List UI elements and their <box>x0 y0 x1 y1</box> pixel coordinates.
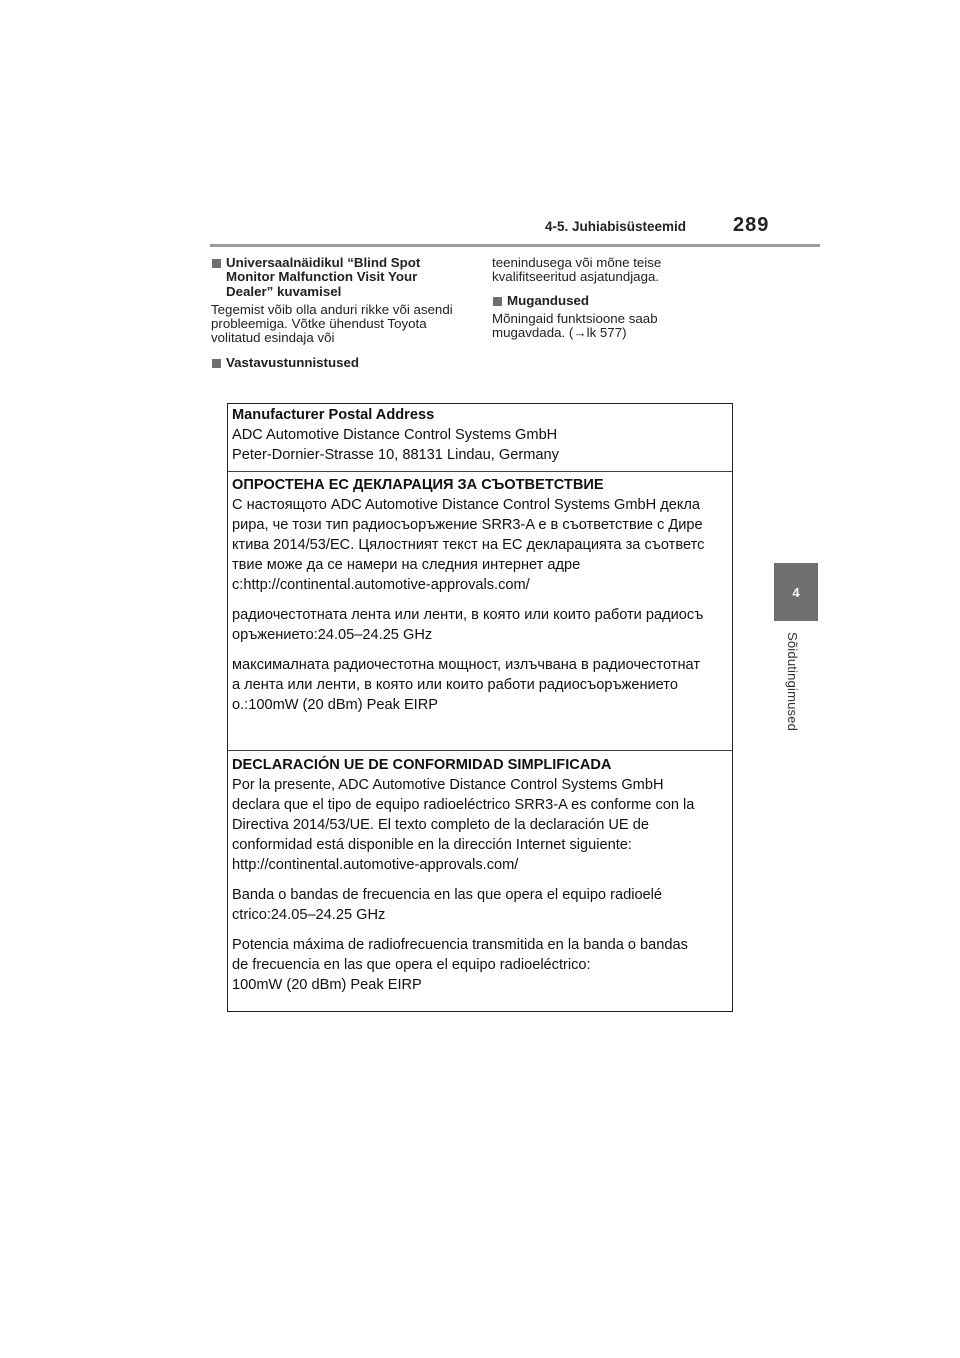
text-line: Potencia máxima de radiofrecuencia transmitida en la banda o bandas <box>232 937 688 953</box>
declaration-box <box>227 403 733 1012</box>
text-line: твие може да се намери на следния интернет адре <box>232 557 581 573</box>
bulgarian-title: ОПРОСТЕНА ЕС ДЕКЛАРАЦИЯ ЗА СЪОТВЕТСТВИЕ <box>232 477 604 493</box>
text-line: de frecuencia en las que opera el equipo radioeléctrico: <box>232 957 591 973</box>
text-line: радиочестотната лента или ленти, в която или които работи радиосъ <box>232 607 704 623</box>
text-line: с:http://continental.automotive-approvals.com/ <box>232 577 530 593</box>
header-rule <box>210 244 820 247</box>
page-number: 289 <box>733 214 770 236</box>
heading-text: Mugandused <box>507 292 589 308</box>
heading-text: Universaalnäidikul “Blind Spot Monitor Malfunction Visit Your Dealer” kuvamisel <box>226 255 421 299</box>
spanish-title: DECLARACIÓN UE DE CONFORMIDAD SIMPLIFICADA <box>232 757 612 773</box>
paragraph-continuation: teenindusega või mõne teise kvalifitseeritud asjatundjaga. <box>492 255 662 285</box>
text-line: С настоящото ADC Automotive Distance Control Systems GmbH декла <box>232 497 701 513</box>
bulgarian-section <box>228 472 732 751</box>
square-bullet-icon <box>212 259 221 268</box>
text-line: Por la presente, ADC Automotive Distance Control Systems GmbH <box>232 777 664 793</box>
customization-text: Mõningaid funktsioone saab mugavdada. ( <box>492 310 658 341</box>
text-line: о.:100mW (20 dBm) Peak EIRP <box>232 697 439 713</box>
heading-certificates <box>211 356 466 370</box>
text-line: Directiva 2014/53/UE. El texto completo de la declaración UE de <box>232 817 649 833</box>
arrow-right-icon: → <box>573 325 587 341</box>
paragraph-customization <box>492 312 727 341</box>
page-reference-link[interactable]: lk 577) <box>586 325 627 341</box>
text-line: ктива 2014/53/ЕС. Цялостният текст на ЕС декларацията за съответс <box>232 537 705 553</box>
paragraph-blind-spot: Tegemist võib olla anduri rikke või asendi probleemiga. Võtke ühendust Toyota volitatud esindaja või <box>211 301 453 346</box>
text-line: а лента или ленти, в която или които работи радиосъоръжението <box>232 677 678 693</box>
chapter-label: Sõidutingimused <box>785 632 800 732</box>
square-bullet-icon <box>493 297 502 306</box>
chapter-tab[interactable] <box>774 563 818 621</box>
text-line: ctrico:24.05–24.25 GHz <box>232 907 386 923</box>
left-column <box>211 256 466 374</box>
spanish-section <box>228 751 732 995</box>
text-line: рира, че този тип радиосъоръжение SRR3-A е в съответствие с Дире <box>232 517 703 533</box>
square-bullet-icon <box>212 359 221 368</box>
manufacturer-title: Manufacturer Postal Address <box>232 407 435 423</box>
text-line: conformidad está disponible en la dirección Internet siguiente: <box>232 837 632 853</box>
text-line: ADC Automotive Distance Control Systems GmbH <box>232 427 558 443</box>
text-line: declara que el tipo de equipo radioeléctrico SRR3-A es conforme con la <box>232 797 695 813</box>
heading-customization <box>492 294 727 308</box>
right-column <box>492 256 727 350</box>
text-line: Peter-Dornier-Strasse 10, 88131 Lindau, Germany <box>232 447 559 463</box>
text-line: Banda o bandas de frecuencia en las que opera el equipo radioelé <box>232 887 663 903</box>
heading-blind-spot <box>211 256 466 299</box>
text-line: 100mW (20 dBm) Peak EIRP <box>232 977 422 993</box>
text-line: максималната радиочестотна мощност, излъчвана в радиочестотнат <box>232 657 701 673</box>
heading-text: Vastavustunnistused <box>226 354 360 370</box>
chapter-number: 4 <box>792 584 800 600</box>
section-title: 4-5. Juhiabisüsteemid <box>545 219 687 234</box>
text-line: оръжението:24.05–24.25 GHz <box>232 627 433 643</box>
manufacturer-section <box>228 404 732 472</box>
text-line: http://continental.automotive-approvals.com/ <box>232 857 519 873</box>
